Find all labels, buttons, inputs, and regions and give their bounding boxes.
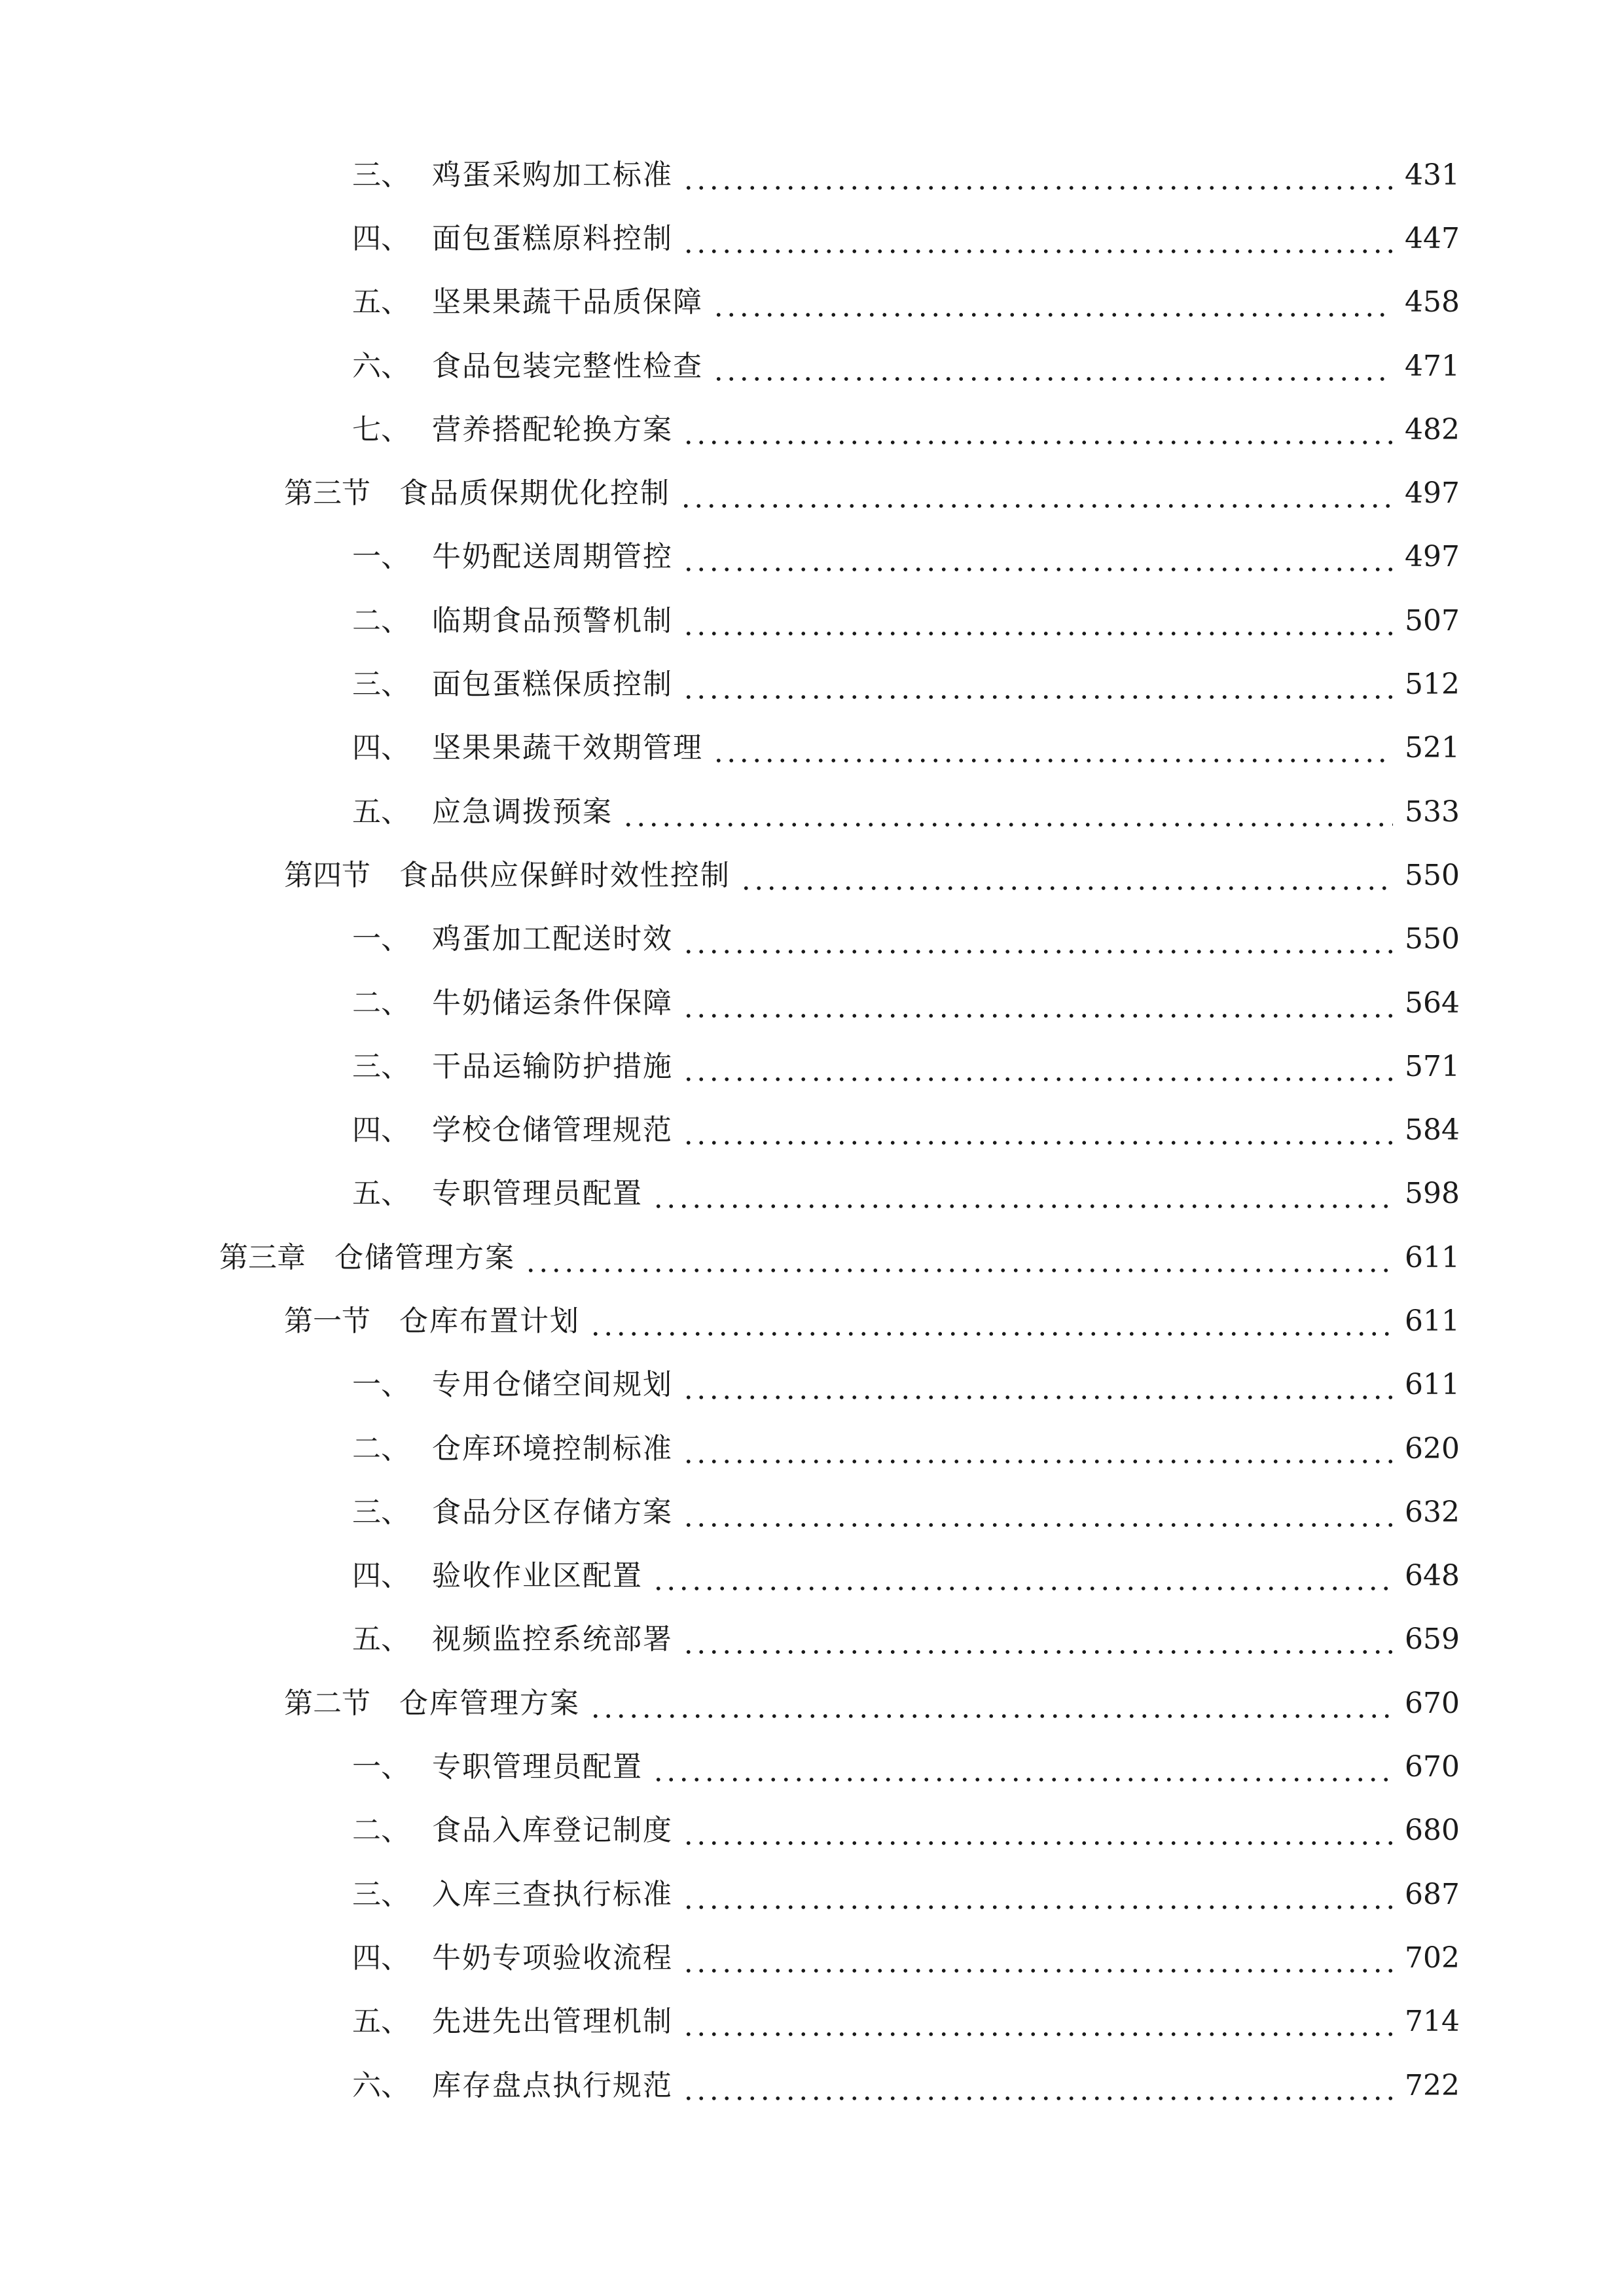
toc-entry-title: 鸡蛋加工配送时效 [432,922,673,956]
toc-entry-number: 四、 [352,1941,410,1975]
toc-entry[interactable] [0,971,1624,1035]
toc-entry-page-number: 702 [1405,1941,1460,1975]
toc-entry[interactable] [0,2054,1624,2117]
toc-entry-title: 食品包装完整性检查 [432,349,703,383]
toc-entry[interactable] [0,1035,1624,1098]
toc-entry-title: 库存盘点执行规范 [432,2068,673,2102]
dot-leader [589,1304,1393,1338]
toc-entry[interactable] [0,1735,1624,1799]
toc-entry-line [352,2069,1460,2103]
toc-entry-page-number: 521 [1405,731,1460,765]
toc-entry[interactable] [0,207,1624,270]
dot-leader [740,859,1393,893]
toc-entry-number: 二、 [352,986,410,1020]
toc-entry-line [352,413,1460,447]
toc-entry-title: 专职管理员配置 [432,1177,643,1211]
dot-leader [682,158,1393,192]
toc-entry-page-number: 512 [1405,668,1460,702]
toc-entry-number: 三、 [352,158,410,192]
toc-entry[interactable] [0,1480,1624,1544]
toc-entry-title: 面包蛋糕原料控制 [432,221,673,255]
toc-entry-number: 七、 [352,412,410,446]
toc-entry-page-number: 620 [1405,1431,1460,1465]
toc-entry-page-number: 564 [1405,986,1460,1020]
toc-entry-line [352,1050,1460,1084]
dot-leader [682,668,1393,702]
toc-entry-number: 四、 [352,221,410,255]
toc-entry-line [284,859,1460,893]
toc-entry-title: 临期食品预警机制 [432,603,673,637]
toc-entry-page-number: 507 [1405,603,1460,637]
toc-entry[interactable] [0,1799,1624,1863]
toc-entry-number: 四、 [352,731,410,765]
toc-entry-page-number: 687 [1405,1877,1460,1911]
toc-entry-line [352,1496,1460,1530]
toc-entry-title: 专用仓储空间规划 [432,1368,673,1402]
toc-entry-page-number: 632 [1405,1495,1460,1529]
toc-entry-page-number: 550 [1405,922,1460,956]
toc-entry-line [284,1304,1460,1338]
toc-entry[interactable] [0,1863,1624,1926]
toc-entry[interactable] [0,1545,1624,1608]
dot-leader [682,1368,1393,1402]
toc-entry-page-number: 670 [1405,1686,1460,1720]
toc-entry-title: 牛奶储运条件保障 [432,986,673,1020]
toc-entry-title: 应急调拨预案 [432,795,613,829]
toc-entry-number: 一、 [352,922,410,956]
toc-entry-title: 验收作业区配置 [432,1559,643,1593]
dot-leader [652,1177,1393,1211]
toc-entry-number: 二、 [352,1431,410,1465]
toc-entry-page-number: 611 [1405,1304,1460,1338]
toc-entry-title: 学校仓储管理规范 [432,1113,673,1147]
toc-entry-number: 一、 [352,1368,410,1402]
toc-entry-page-number: 598 [1405,1177,1460,1211]
dot-leader [682,2005,1393,2039]
toc-entry-title: 食品质保期优化控制 [399,476,670,511]
toc-entry-title: 鸡蛋采购加工标准 [432,158,673,192]
toc-entry-line [352,2005,1460,2039]
toc-entry-line [352,350,1460,384]
toc-entry-line [352,1878,1460,1912]
toc-entry-line [352,1113,1460,1147]
toc-entry-line [352,540,1460,574]
toc-entry-title: 干品运输防护措施 [432,1049,673,1083]
toc-entry[interactable] [0,1162,1624,1226]
toc-entry-number: 五、 [352,1623,410,1657]
toc-entry-number: 第三节 [284,476,370,511]
toc-entry-number: 二、 [352,603,410,637]
toc-entry[interactable] [0,1990,1624,2054]
toc-entry[interactable] [0,717,1624,780]
toc-entry-line [352,158,1460,192]
dot-leader [682,540,1393,574]
toc-entry-line [352,922,1460,956]
toc-entry[interactable] [0,1289,1624,1353]
toc-entry-page-number: 471 [1405,349,1460,383]
toc-entry-line [352,1177,1460,1211]
dot-leader [712,285,1393,319]
toc-entry-page-number: 447 [1405,221,1460,255]
dot-leader [682,1496,1393,1530]
toc-entry-title: 牛奶配送周期管控 [432,540,673,574]
toc-entry-line [352,604,1460,638]
toc-entry-page-number: 722 [1405,2068,1460,2102]
dot-leader [682,222,1393,256]
dot-leader [652,1750,1393,1784]
toc-entry[interactable] [0,334,1624,398]
toc-entry-page-number: 533 [1405,795,1460,829]
toc-entry-line [352,1432,1460,1466]
toc-entry-line [352,795,1460,829]
toc-entry-page-number: 482 [1405,412,1460,446]
toc-entry-number: 第四节 [284,858,370,892]
toc-entry[interactable] [0,1417,1624,1480]
toc-entry-number: 五、 [352,285,410,319]
toc-entry-line [284,1687,1460,1721]
toc-entry-number: 六、 [352,2068,410,2102]
toc-entry-line [352,222,1460,256]
toc-entry-title: 入库三查执行标准 [432,1877,673,1911]
toc-entry-number: 一、 [352,540,410,574]
toc-entry-title: 视频监控系统部署 [432,1623,673,1657]
toc-entry-title: 牛奶专项验收流程 [432,1941,673,1975]
dot-leader [682,1941,1393,1975]
dot-leader [589,1687,1393,1721]
toc-entry-page-number: 659 [1405,1623,1460,1657]
toc-entry-page-number: 497 [1405,476,1460,511]
toc-entry[interactable] [0,1608,1624,1672]
toc-entry-line [352,1814,1460,1848]
toc-entry-title: 食品入库登记制度 [432,1814,673,1848]
toc-entry-number: 五、 [352,795,410,829]
toc-entry-page-number: 458 [1405,285,1460,319]
toc-entry[interactable] [0,653,1624,716]
toc-entry-page-number: 550 [1405,858,1460,892]
toc-entry[interactable] [0,844,1624,907]
dot-leader [682,1878,1393,1912]
dot-leader [652,1559,1393,1593]
toc-entry[interactable] [0,398,1624,461]
toc-entry-number: 四、 [352,1113,410,1147]
toc-entry-title: 仓库环境控制标准 [432,1431,673,1465]
toc-entry[interactable] [0,1226,1624,1289]
toc-entry-title: 面包蛋糕保质控制 [432,668,673,702]
toc-entry-line [352,1623,1460,1657]
toc-entry-line [352,1559,1460,1593]
toc-entry-number: 三、 [352,1049,410,1083]
toc-entry-page-number: 680 [1405,1814,1460,1848]
toc-entry[interactable] [0,780,1624,844]
dot-leader [682,922,1393,956]
toc-entry-page-number: 648 [1405,1559,1460,1593]
toc-entry-title: 食品分区存储方案 [432,1495,673,1529]
toc-entry-title: 仓储管理方案 [334,1240,515,1274]
dot-leader [682,1050,1393,1084]
toc-entry-page-number: 611 [1405,1368,1460,1402]
toc-entry-number: 三、 [352,668,410,702]
toc-entry[interactable] [0,526,1624,589]
toc-entry-number: 二、 [352,1814,410,1848]
toc-entry-number: 第一节 [284,1304,370,1338]
toc-entry-number: 六、 [352,349,410,383]
toc-entry[interactable] [0,461,1624,525]
table-of-contents [0,143,1624,2117]
dot-leader [622,795,1393,829]
dot-leader [712,731,1393,765]
toc-entry-number: 五、 [352,2005,410,2039]
toc-entry-page-number: 571 [1405,1049,1460,1083]
toc-entry[interactable] [0,271,1624,334]
toc-entry-line [352,731,1460,765]
toc-entry-line [352,285,1460,319]
dot-leader [682,986,1393,1020]
toc-entry-line [352,668,1460,702]
dot-leader [712,350,1393,384]
toc-entry-number: 第二节 [284,1686,370,1720]
toc-entry-page-number: 611 [1405,1240,1460,1274]
toc-entry[interactable] [0,1672,1624,1735]
dot-leader [682,413,1393,447]
toc-entry-line [219,1241,1460,1275]
toc-entry-number: 第三章 [219,1240,306,1274]
toc-entry-title: 先进先出管理机制 [432,2005,673,2039]
toc-entry[interactable] [0,1354,1624,1417]
toc-entry-title: 专职管理员配置 [432,1750,643,1784]
dot-leader [682,2069,1393,2103]
dot-leader [682,1432,1393,1466]
dot-leader [682,1814,1393,1848]
dot-leader [682,604,1393,638]
toc-entry-line [352,1750,1460,1784]
toc-entry-line [284,476,1460,511]
toc-entry-number: 五、 [352,1177,410,1211]
toc-entry-number: 四、 [352,1559,410,1593]
toc-entry[interactable] [0,908,1624,971]
dot-leader [682,1623,1393,1657]
toc-entry-line [352,986,1460,1020]
toc-entry-line [352,1941,1460,1975]
toc-entry-line [352,1368,1460,1402]
toc-entry-title: 仓库管理方案 [399,1686,580,1720]
toc-entry-title: 坚果果蔬干品质保障 [432,285,703,319]
toc-entry[interactable] [0,1926,1624,1990]
toc-entry[interactable] [0,143,1624,207]
dot-leader [682,1113,1393,1147]
toc-entry-number: 三、 [352,1877,410,1911]
toc-entry-page-number: 584 [1405,1113,1460,1147]
toc-entry-page-number: 431 [1405,158,1460,192]
toc-entry-page-number: 670 [1405,1750,1460,1784]
dot-leader [679,476,1393,511]
toc-entry-title: 食品供应保鲜时效性控制 [399,858,731,892]
toc-entry-number: 三、 [352,1495,410,1529]
toc-entry-number: 一、 [352,1750,410,1784]
toc-entry[interactable] [0,589,1624,653]
toc-entry-page-number: 714 [1405,2005,1460,2039]
toc-entry-title: 营养搭配轮换方案 [432,412,673,446]
dot-leader [524,1241,1393,1275]
toc-entry-title: 坚果果蔬干效期管理 [432,731,703,765]
toc-entry-page-number: 497 [1405,540,1460,574]
toc-entry-title: 仓库布置计划 [399,1304,580,1338]
toc-entry[interactable] [0,1098,1624,1162]
